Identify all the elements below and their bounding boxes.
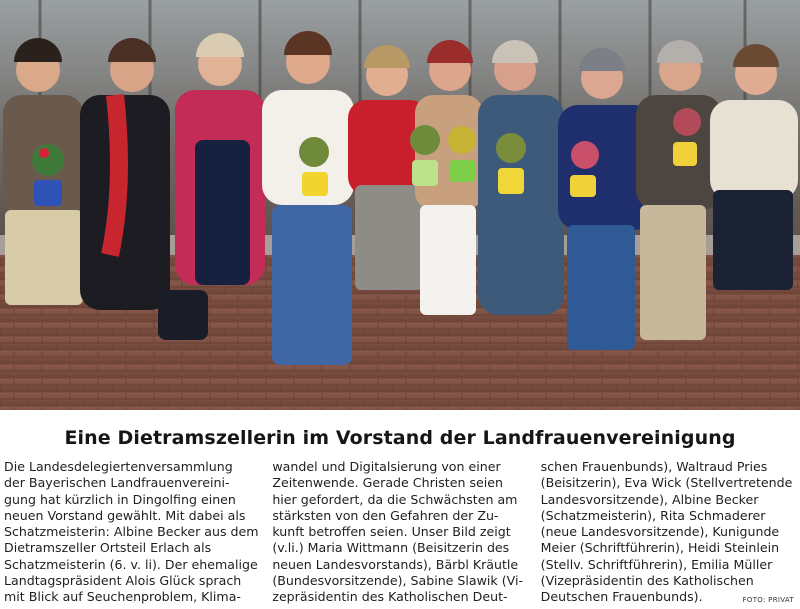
article-headline: Eine Dietramszellerin im Vorstand der Landfrauenvereinigung [64, 427, 736, 449]
article-column-3: schen Frauenbunds), Waltraud Pries (Beisitzerin), Eva Wick (Stellvertretende Landesvorsitzende), Albine Becker (Schatzmeisterin), Rita Schmaderer (neue Landesvorsitzende), Kunigunde Meier (Schriftführerin), Heidi Steinlein (Stellv. Schriftführerin), Emilia Müller (Vizepräsidentin des Katholischen Deutschen Frauenbunds). [540, 459, 793, 604]
article-body [4, 459, 796, 604]
photo-credit: FOTO: PRIVAT [742, 596, 794, 604]
article-column-2: wandel und Digitalsierung von einer Zeitenwende. Gerade Christen seien hier gefordert, da die Schwächsten am stärksten von den Gefahren der Zu- kunft betroffen seien. Unser Bild zeigt (v.li.) Maria Wittmann (Beisitzerin des neuen Landesvorstands), Bärbl Kräutle (Bundesvorsitzende), Sabine Slawik (Vi- zepräsidentin des Katholischen Deut- [272, 459, 524, 604]
article-column-1: Die Landesdelegiertenversammlung der Bayerischen Landfrauenvereini- gung hat kürzlich in Dingolfing einen neuen Vorstand gewählt. Mit dabei als Schatzmeisterin: Albine Becker aus dem Dietramszeller Ortsteil Erlach als Schatzmeisterin (6. v. li). Der ehemalige Landtagspräsident Alois Glück sprach mit Blick auf Seuchenproblem, Klima- [4, 459, 259, 604]
